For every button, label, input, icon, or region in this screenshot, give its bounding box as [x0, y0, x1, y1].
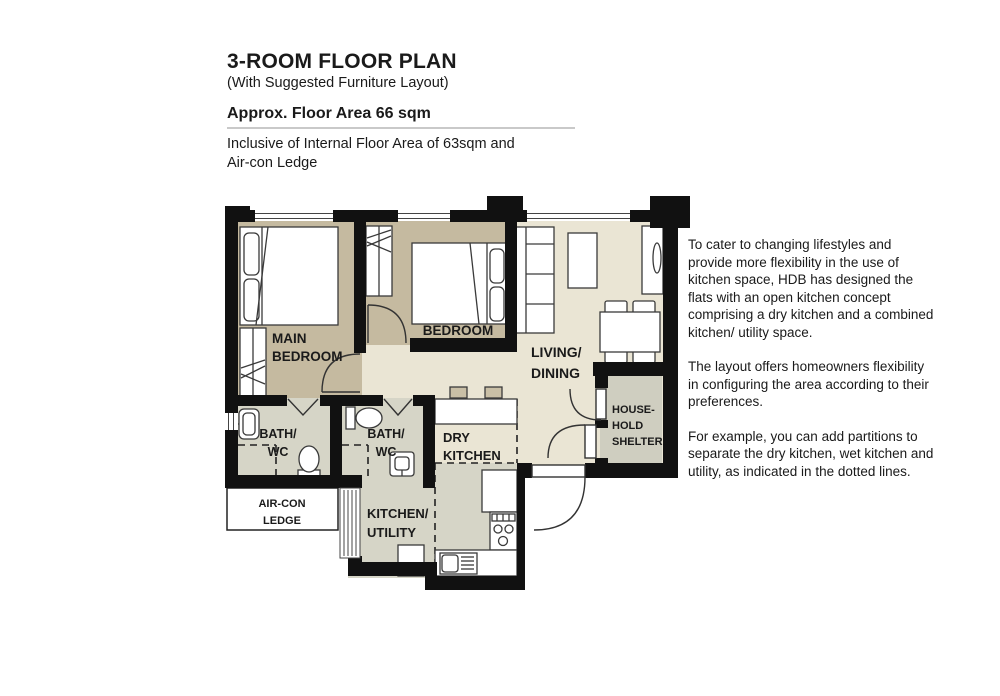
label-kitchen-utility: KITCHEN/ [367, 506, 429, 521]
kitchen-counter [482, 470, 517, 512]
window-living [527, 211, 630, 221]
label-bath1: BATH/ [259, 427, 297, 441]
label-living-dining: LIVING/ [531, 344, 582, 360]
label-dry-kitchen: KITCHEN [443, 448, 501, 463]
label-aircon-ledge: LEDGE [263, 515, 301, 527]
floor-area-heading: Approx. Floor Area 66 sqm [227, 105, 431, 122]
wardrobe-icon [240, 328, 266, 404]
dry-kitchen-counter [435, 399, 517, 424]
window-bath1 [225, 413, 238, 430]
label-dry-kitchen: DRY [443, 430, 470, 445]
page-subtitle: (With Suggested Furniture Layout) [227, 75, 449, 91]
floor-area-note: Inclusive of Internal Floor Area of 63sqm and Air-con Ledge [227, 136, 515, 171]
coffee-table-icon [568, 233, 597, 288]
label-bath1: WC [267, 445, 289, 459]
label-kitchen-utility: UTILITY [367, 525, 417, 540]
stool-icon [485, 387, 502, 398]
stool-icon [450, 387, 467, 398]
label-household-shelter: SHELTER [612, 436, 663, 448]
floor-plan [220, 186, 698, 596]
bed-icon [412, 243, 509, 324]
window-main-bedroom [255, 211, 333, 221]
label-bath2: WC [375, 445, 397, 459]
label-household-shelter: HOUSE- [612, 404, 655, 416]
page-title: 3-ROOM FLOOR PLAN [227, 50, 457, 73]
label-main-bedroom: BEDROOM [272, 349, 343, 364]
louvre-window [340, 488, 360, 558]
window-bedroom [398, 211, 450, 221]
description-paragraph-3: For example, you can add partitions to separate the dry kitchen, wet kitchen and utility, as indicated in the dotted lines. [688, 428, 934, 479]
tv-console-icon [642, 226, 663, 294]
stove-icon [490, 512, 517, 550]
bed-icon [240, 227, 338, 325]
door-main-entrance [532, 465, 585, 530]
description-text [688, 236, 936, 497]
label-living-dining: DINING [531, 365, 580, 381]
label-main-bedroom: MAIN [272, 331, 307, 346]
description-paragraph-1: To cater to changing lifestyles and provide more flexibility in the use of kitchen space, HDB has designed the flats with an open kitchen concept comprising a dry kitchen and a combined kitchen/ utility space. [688, 237, 934, 340]
label-bath2: BATH/ [367, 427, 405, 441]
label-household-shelter: HOLD [612, 420, 644, 432]
label-aircon-ledge: AIR-CON [258, 498, 306, 510]
label-bedroom: BEDROOM [422, 323, 494, 338]
heading-rule [227, 127, 575, 129]
wardrobe-icon [366, 226, 392, 296]
toilet-icon [346, 407, 382, 429]
description-paragraph-2: The layout offers homeowners flexibility in configuring the area according to their preferences. [688, 359, 929, 409]
sofa-icon [514, 227, 554, 333]
sink-icon [440, 553, 477, 574]
